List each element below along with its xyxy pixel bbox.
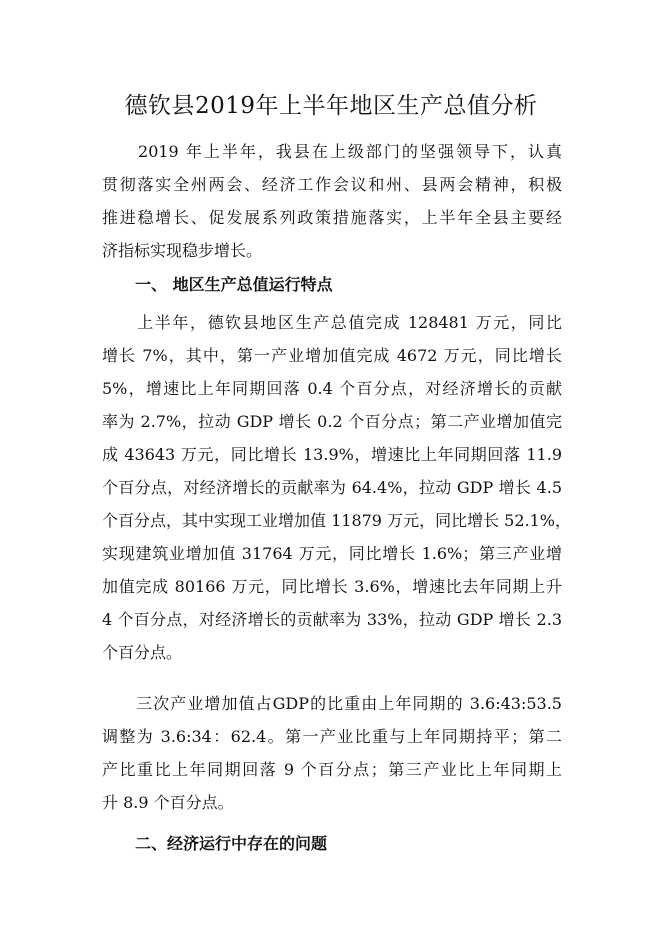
intro-line-1: 2019 年上半年，我县在上级部门的坚强领导下，认真 [102, 142, 562, 161]
section1-p1-line-6: 个百分点，对经济增长的贡献率为 64.4%，拉动 GDP 增长 4.5 [102, 478, 562, 497]
section1-p1-line-5: 成 43643 万元，同比增长 13.9%，增速比上年同期回落 11.9 [102, 445, 562, 464]
section1-p1-line-8: 实现建筑业增加值 31764 万元，同比增长 1.6%；第三产业增 [102, 544, 562, 563]
section1-p1-line-11: 个百分点。 [102, 643, 183, 662]
section1-p1-line-1: 上半年，德钦县地区生产总值完成 128481 万元，同比 [102, 313, 562, 332]
intro-line-2: 贯彻落实全州两会、经济工作会议和州、县两会精神，积极 [102, 175, 562, 194]
section1-p1-line-3: 5%，增速比上年同期回落 0.4 个百分点，对经济增长的贡献 [102, 379, 562, 398]
document-title: 德钦县2019年上半年地区生产总值分析 [124, 93, 538, 119]
section2-heading: 二、经济运行中存在的问题 [135, 834, 328, 853]
intro-line-3: 推进稳增长、促发展系列政策措施落实，上半年全县主要经 [102, 208, 562, 227]
intro-line-4: 济指标实现稳步增长。 [102, 241, 263, 260]
section1-p2-line-1: 三次产业增加值占GDP的比重由上年同期的 3.6:43:53.5 [102, 694, 562, 713]
section1-p2-line-2: 调整为 3.6:34：62.4。第一产业比重与上年同期持平；第二 [102, 727, 562, 746]
section1-p1-line-9: 加值完成 80166 万元，同比增长 3.6%，增速比去年同期上升 [102, 577, 562, 596]
section1-p1-line-7: 个百分点，其中实现工业增加值 11879 万元，同比增长 52.1%， [102, 511, 571, 530]
section1-heading: 一、 地区生产总值运行特点 [135, 275, 333, 294]
section1-p1-line-10: 4 个百分点，对经济增长的贡献率为 33%，拉动 GDP 增长 2.3 [102, 610, 562, 629]
section1-p1-line-4: 率为 2.7%，拉动 GDP 增长 0.2 个百分点；第二产业增加值完 [102, 412, 562, 431]
section1-p2-line-3: 产比重比上年同期回落 9 个百分点；第三产业比上年同期上 [102, 760, 562, 779]
section1-p1-line-2: 增长 7%，其中，第一产业增加值完成 4672 万元，同比增长 [102, 346, 562, 365]
section1-p2-line-4: 升 8.9 个百分点。 [102, 793, 234, 812]
